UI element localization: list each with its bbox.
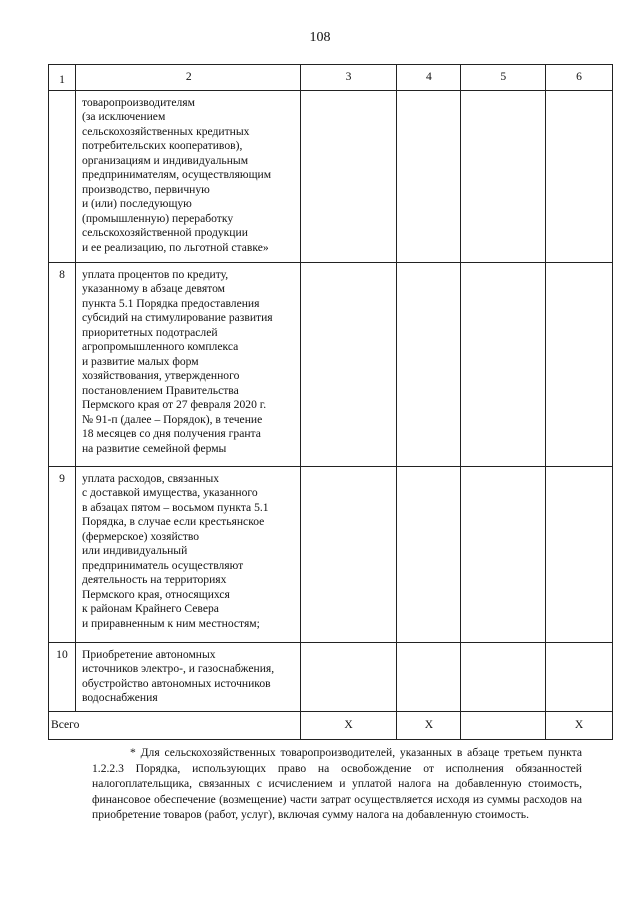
table-row [49, 262, 613, 466]
table-header-row [49, 65, 613, 91]
row-cell-4 [397, 466, 461, 642]
row-description [75, 466, 300, 642]
table-row [49, 90, 613, 262]
row-cell-6 [546, 262, 613, 466]
total-cell-3: X [300, 711, 397, 739]
total-label: Всего [49, 711, 301, 739]
row-cell-5 [461, 642, 546, 711]
row-number: 8 [49, 262, 76, 466]
row-description-text: уплата расходов, связанных с доставкой имущества, указанного в абзацах пятом – восьмом пункта 5.1 Порядка, в случае если крестьянское (фермерское) хозяйство или индивидуальный предприниматель осуществляют деятельность на территориях Пермского края, относящихся к районам Крайнего Севера и приравненным к ним местностям; [81, 471, 269, 630]
row-description-text: товаропроизводителям (за исключением сельскохозяйственных кредитных потребительских кооперативов), организациям и индивидуальным предпринимателям, осуществляющим производство, первичную и (или) последующую (промышленную) переработку сельскохозяйственной продукции и ее реализацию, по льготной ставке» [81, 95, 272, 254]
row-cell-3 [300, 90, 397, 262]
row-number: 9 [49, 466, 76, 642]
subsidy-table [48, 64, 613, 740]
table-row [49, 642, 613, 711]
row-cell-4 [397, 90, 461, 262]
total-cell-5 [461, 711, 546, 739]
row-cell-4 [397, 642, 461, 711]
row-cell-3 [300, 466, 397, 642]
table-row [49, 466, 613, 642]
header-cell-1: 1 [49, 65, 76, 91]
row-number [49, 90, 76, 262]
footnote: * Для сельскохозяйственных товаропроизводителей, указанных в абзаце третьем пункта 1.2.2.3 Порядка, использующих право на освобождение от исполнения обязанностей налогоплательщика, связанных с исчислением и уплатой налога на добавленную стоимость, финансовое обеспечение (возмещение) части затрат осуществляется исходя из суммы расходов на приобретение товаров (работ, услуг), включая сумму налога на добавленную стоимость. [92, 746, 582, 822]
row-description [75, 642, 300, 711]
header-cell-6: 6 [546, 65, 613, 91]
row-cell-6 [546, 90, 613, 262]
row-cell-5 [461, 262, 546, 466]
header-cell-3: 3 [300, 65, 397, 91]
row-cell-4 [397, 262, 461, 466]
row-cell-5 [461, 466, 546, 642]
row-number: 10 [49, 642, 76, 711]
row-cell-3 [300, 262, 397, 466]
row-description-text: Приобретение автономных источников электро-, и газоснабжения, обустройство автономных источников водоснабжения [81, 647, 275, 704]
row-description [75, 262, 300, 466]
total-row [49, 711, 613, 739]
total-cell-6: X [546, 711, 613, 739]
row-description-text: уплата процентов по кредиту, указанному в абзаце девятом пункта 5.1 Порядка предоставления субсидий на стимулирование развития приоритетных подотраслей агропромышленного комплекса и развитие малых форм хозяйствования, утвержденного постановлением Правительства Пермского края от 27 февраля 2020 г. № 91-п (далее – Порядок), в течение 18 месяцев со дня получения гранта на развитие семейной фермы [81, 267, 273, 455]
row-description [75, 90, 300, 262]
header-cell-2: 2 [75, 65, 300, 91]
row-cell-3 [300, 642, 397, 711]
row-cell-6 [546, 466, 613, 642]
page-number: 108 [309, 30, 331, 45]
header-cell-5: 5 [461, 65, 546, 91]
row-cell-6 [546, 642, 613, 711]
row-cell-5 [461, 90, 546, 262]
header-cell-4: 4 [397, 65, 461, 91]
total-cell-4: X [397, 711, 461, 739]
